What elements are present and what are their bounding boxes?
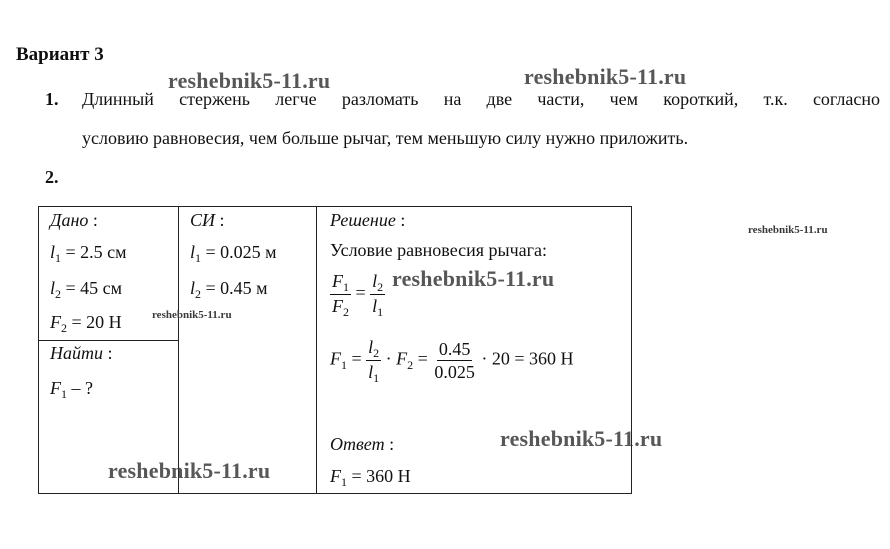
given-find-separator: [38, 340, 178, 341]
table-divider-1: [178, 206, 179, 494]
calc-length-fraction: $\frac{l_2}{l_1}$: [368, 337, 380, 385]
table-top-border: [38, 206, 632, 207]
equilibrium-condition-text: Условие равновесия рычага:: [330, 240, 548, 260]
find-header: Найти :: [50, 343, 113, 363]
watermark-5: reshebnik5-11.ru: [152, 309, 232, 321]
watermark-2: reshebnik5-11.ru: [524, 64, 687, 89]
si-row-l1: $l_1 = 0.025$ м: [190, 242, 277, 265]
calc-value-fraction: $\frac{0.45}{0.025}$: [434, 339, 475, 382]
si-header: СИ :: [190, 210, 225, 230]
si-row-l2: $l_2 = 0.45$ м: [190, 278, 268, 301]
item-1-text-line-1: Длинный стержень легче разломать на две части, чем короткий, т.к. согласно: [82, 89, 880, 109]
given-row-f2: $F_2 = 20$ Н: [50, 312, 122, 335]
ratio-left-fraction: $\frac{F_1}{F_2}$: [332, 271, 349, 319]
given-row-l1: $l_1 = 2.5$ см: [50, 242, 127, 265]
watermark-4: reshebnik5-11.ru: [392, 266, 555, 291]
calculation-formula: $F_1$ = $\frac{l_2}{l_1}$ · $F_2$ = $\frac{0.45}{0.025}$ · 20 = 360 Н: [330, 337, 574, 385]
ratio-formula: $\frac{F_1}{F_2}$ = $\frac{l_2}{l_1}$: [332, 271, 384, 319]
item-1-number: 1.: [45, 89, 59, 109]
given-row-l2: $l_2 = 45$ см: [50, 278, 123, 301]
table-left-border: [38, 206, 39, 494]
item-1-text-line-2: условию равновесия, чем больше рычаг, тем меньшую силу нужно приложить.: [82, 128, 689, 148]
watermark-3: reshebnik5-11.ru: [748, 224, 828, 236]
watermark-1: reshebnik5-11.ru: [168, 68, 331, 93]
table-divider-2: [316, 206, 317, 494]
variant-heading: Вариант 3: [16, 44, 104, 65]
table-bottom-border: [38, 493, 632, 494]
watermark-7: reshebnik5-11.ru: [108, 458, 271, 483]
find-unknown: $F_1$ – ?: [50, 378, 93, 401]
answer-header: Ответ :: [330, 434, 395, 454]
item-2-number: 2.: [45, 167, 59, 187]
given-header: Дано :: [50, 210, 98, 230]
answer-value: $F_1 = 360$ Н: [330, 466, 411, 489]
solution-header: Решение :: [330, 210, 406, 230]
ratio-right-fraction: $\frac{l_2}{l_1}$: [372, 271, 384, 319]
watermark-6: reshebnik5-11.ru: [500, 426, 663, 451]
